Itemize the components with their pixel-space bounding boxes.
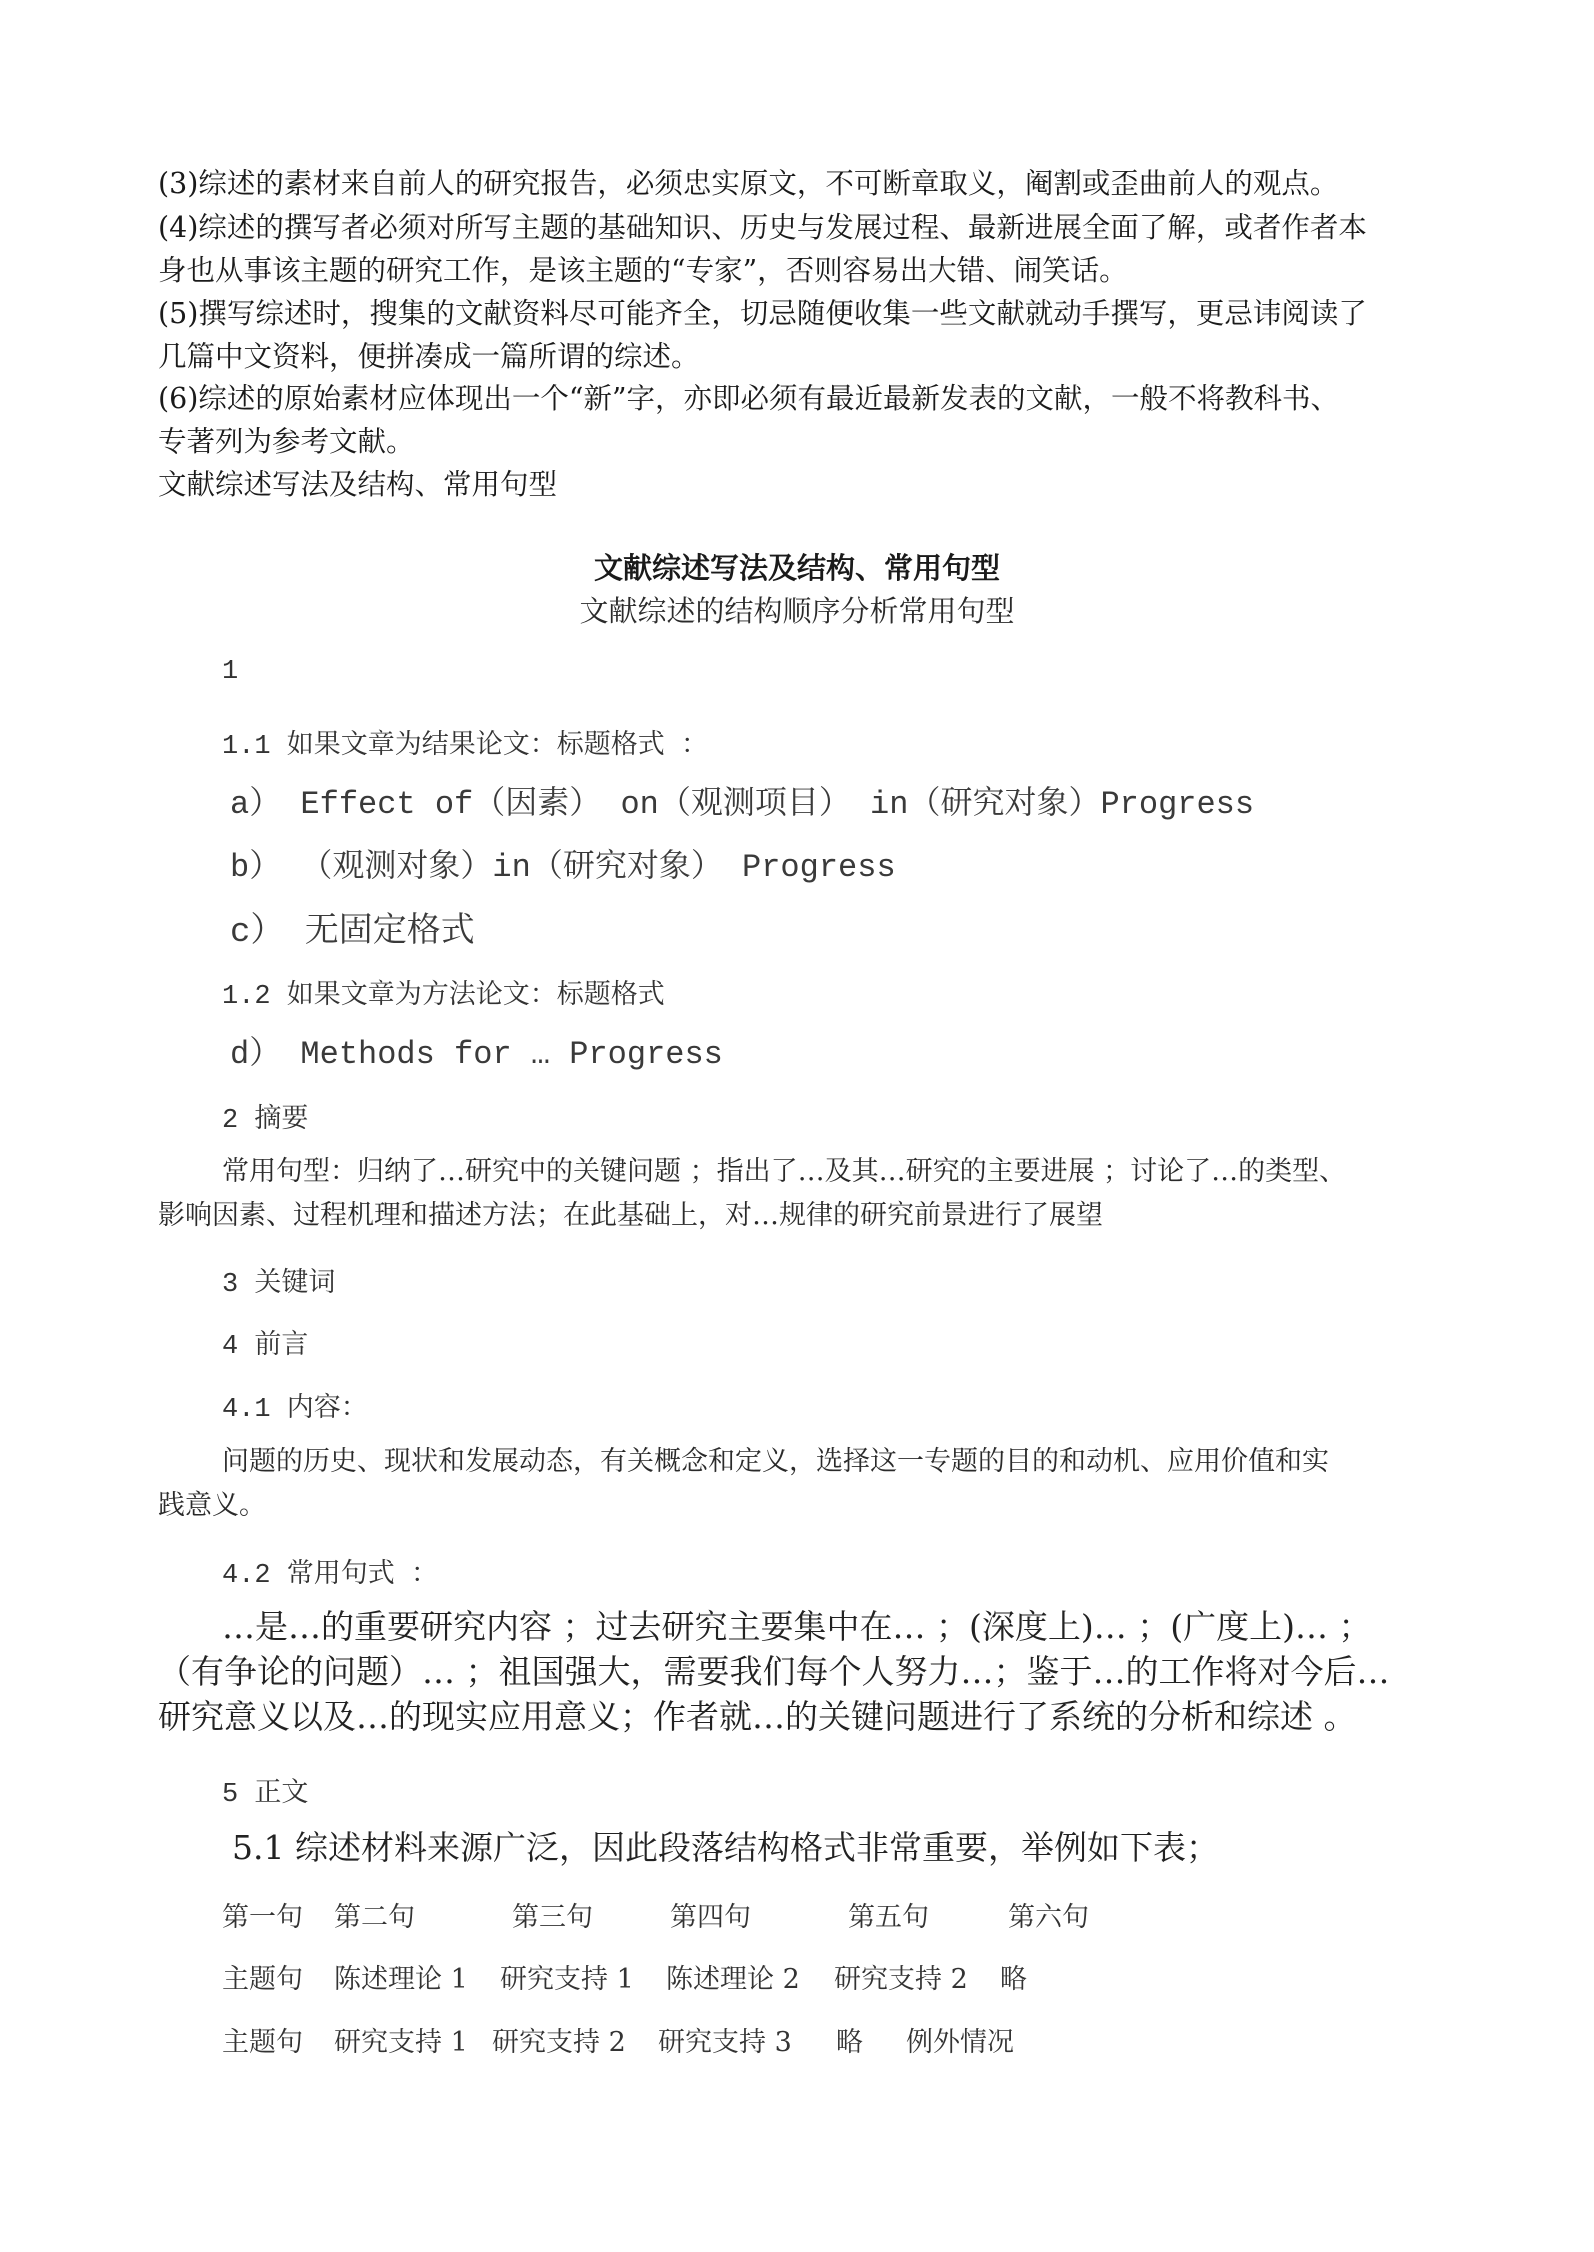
preface-content-line-1: 问题的历史、现状和发展动态，有关概念和定义，选择这一专题的目的和动机、应用价值和实: [222, 1446, 1329, 1477]
section-5-1-heading: 5.1 综述材料来源广泛，因此段落结构格式非常重要，举例如下表；: [232, 1828, 1219, 1867]
sentence-patterns-line-1: …是…的重要研究内容 ；过去研究主要集中在… ；(深度上)… ；(广度上)… ；: [222, 1607, 1372, 1646]
page-subtitle: 文献综述的结构顺序分析常用句型: [579, 594, 1015, 628]
section-1-heading: 1: [222, 657, 239, 687]
section-1-1-heading: 1.1 如果文章为结果论文：标题格式 ：: [222, 732, 709, 762]
intro-paragraph-5-line-1: (5)撰写综述时，搜集的文献资料尽可能齐全，切忌随便收集一些文献就动手撰写，更忌讳阅读了: [158, 297, 1367, 330]
abstract-body-line-1: 常用句型：归纳了…研究中的关键问题 ；指出了…及其…研究的主要进展 ；讨论了…的类型、: [222, 1156, 1347, 1187]
table-cell: 第一句: [222, 1902, 303, 1933]
table-cell: 研究支持 2: [834, 1964, 968, 1995]
table-cell: 第五句: [848, 1902, 929, 1933]
intro-heading: 文献综述写法及结构、常用句型: [158, 468, 558, 501]
section-1-2-heading: 1.2 如果文章为方法论文：标题格式: [222, 982, 665, 1012]
section-5-heading: 5 正文: [222, 1780, 309, 1810]
table-cell: 陈述理论 1: [334, 1964, 468, 1995]
table-cell: 略: [1000, 1964, 1027, 1995]
intro-paragraph-5-line-2: 几篇中文资料，便拼凑成一篇所谓的综述。: [158, 340, 700, 373]
section-2-heading: 2 摘要: [222, 1106, 309, 1136]
sentence-patterns-line-2: （有争论的问题）… ；祖国强大，需要我们每个人努力…；鉴于…的工作将对今后…: [158, 1652, 1390, 1691]
table-cell: 略: [836, 2027, 863, 2058]
table-cell: 研究支持 1: [334, 2027, 468, 2058]
table-cell: 研究支持 2: [492, 2027, 626, 2058]
title-format-item-d: d） Methods for … Progress: [230, 1036, 723, 1073]
table-cell: 第四句: [670, 1902, 751, 1933]
preface-content-line-2: 践意义。: [158, 1490, 266, 1521]
table-cell: 研究支持 1: [500, 1964, 634, 1995]
table-cell: 陈述理论 2: [666, 1964, 800, 1995]
table-cell: 研究支持 3: [658, 2027, 792, 2058]
section-4-2-heading: 4.2 常用句式 ：: [222, 1561, 439, 1591]
title-format-item-b: b） （观测对象）in（研究对象） Progress: [230, 849, 896, 886]
intro-paragraph-6-line-2: 专著列为参考文献。: [158, 425, 415, 458]
intro-paragraph-4-line-1: (4)综述的撰写者必须对所写主题的基础知识、历史与发展过程、最新进展全面了解，或者作者本: [158, 211, 1367, 244]
section-4-heading: 4 前言: [222, 1332, 309, 1362]
section-3-heading: 3 关键词: [222, 1270, 336, 1300]
table-cell: 例外情况: [906, 2027, 1014, 2058]
intro-paragraph-4-line-2: 身也从事该主题的研究工作，是该主题的“专家”，否则容易出大错、闹笑话。: [158, 254, 1128, 287]
intro-paragraph-6-line-1: (6)综述的原始素材应体现出一个“新”字，亦即必须有最近最新发表的文献，一般不将教科书、: [158, 382, 1340, 415]
table-cell: 主题句: [222, 1964, 303, 1995]
intro-paragraph-3: (3)综述的素材来自前人的研究报告，必须忠实原文，不可断章取义，阉割或歪曲前人的观点。: [158, 167, 1339, 200]
page-title: 文献综述写法及结构、常用句型: [593, 551, 1000, 585]
table-cell: 主题句: [222, 2027, 303, 2058]
table-cell: 第六句: [1008, 1902, 1089, 1933]
sentence-patterns-line-3: 研究意义以及…的现实应用意义；作者就…的关键问题进行了系统的分析和综述 。: [158, 1697, 1357, 1736]
table-cell: 第二句: [334, 1902, 415, 1933]
title-format-item-a: a） Effect of（因素） on（观测项目） in（研究对象）Progress: [230, 786, 1255, 823]
section-4-1-heading: 4.1 内容：: [222, 1395, 368, 1425]
table-cell: 第三句: [512, 1902, 593, 1933]
abstract-body-line-2: 影响因素、过程机理和描述方法；在此基础上，对…规律的研究前景进行了展望: [158, 1200, 1103, 1231]
title-format-item-c: c） 无固定格式: [230, 914, 475, 952]
